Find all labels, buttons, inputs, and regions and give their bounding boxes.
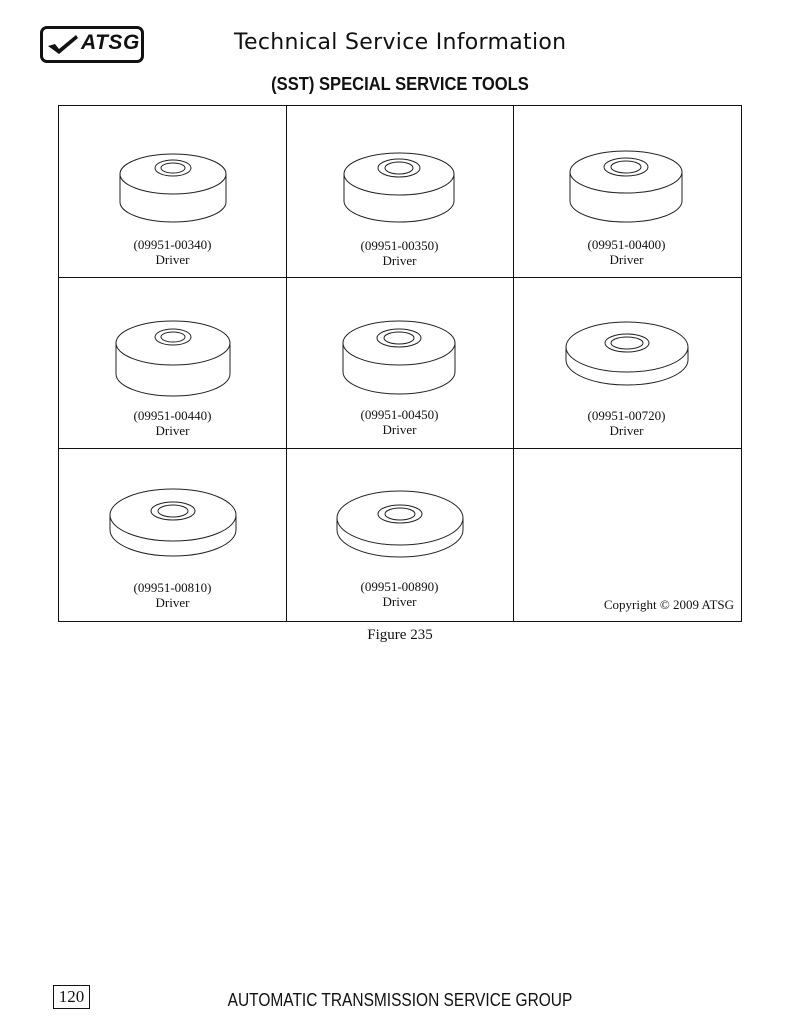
driver-icon <box>513 106 740 236</box>
tool-name: Driver <box>609 423 644 438</box>
figure-caption: Figure 235 <box>367 627 433 643</box>
tool-name: Driver <box>609 252 644 267</box>
tool-cell <box>286 277 513 448</box>
tool-cell <box>59 277 286 448</box>
checkmark-icon <box>46 32 80 56</box>
tool-part-number: (09951-00450) <box>360 407 439 422</box>
tool-part-number: (09951-00340) <box>133 237 212 252</box>
driver-icon <box>59 277 286 407</box>
tool-grid <box>58 105 742 622</box>
tool-part-number: (09951-00350) <box>360 238 439 253</box>
driver-icon <box>286 277 513 407</box>
driver-icon <box>286 448 513 578</box>
tool-part-number: (09951-00810) <box>133 580 212 595</box>
tool-name: Driver <box>382 253 417 268</box>
section-title: (SST) SPECIAL SERVICE TOOLS <box>271 74 529 94</box>
tool-name: Driver <box>382 422 417 437</box>
tool-cell <box>513 277 740 448</box>
copyright-notice: Copyright © 2009 ATSG <box>603 597 734 612</box>
page-number: 120 <box>53 985 90 1009</box>
logo-text: ATSG <box>81 31 140 54</box>
driver-icon <box>59 106 286 236</box>
tool-part-number: (09951-00440) <box>133 408 212 423</box>
empty-cell <box>513 448 740 619</box>
tool-cell <box>513 106 740 277</box>
driver-icon <box>286 106 513 236</box>
page-header-title: Technical Service Information <box>234 30 567 55</box>
tool-cell <box>286 448 513 619</box>
tool-name: Driver <box>155 423 190 438</box>
tool-cell <box>59 106 286 277</box>
tool-part-number: (09951-00400) <box>587 237 666 252</box>
tool-cell <box>286 106 513 277</box>
tool-name: Driver <box>155 595 190 610</box>
footer-org-name: AUTOMATIC TRANSMISSION SERVICE GROUP <box>227 990 573 1010</box>
tool-part-number: (09951-00890) <box>360 579 439 594</box>
tool-part-number: (09951-00720) <box>587 408 666 423</box>
tool-cell <box>59 448 286 619</box>
tool-name: Driver <box>155 252 190 267</box>
driver-icon <box>59 448 286 578</box>
tool-name: Driver <box>382 594 417 609</box>
driver-icon <box>513 277 740 407</box>
atsg-logo <box>40 26 144 63</box>
